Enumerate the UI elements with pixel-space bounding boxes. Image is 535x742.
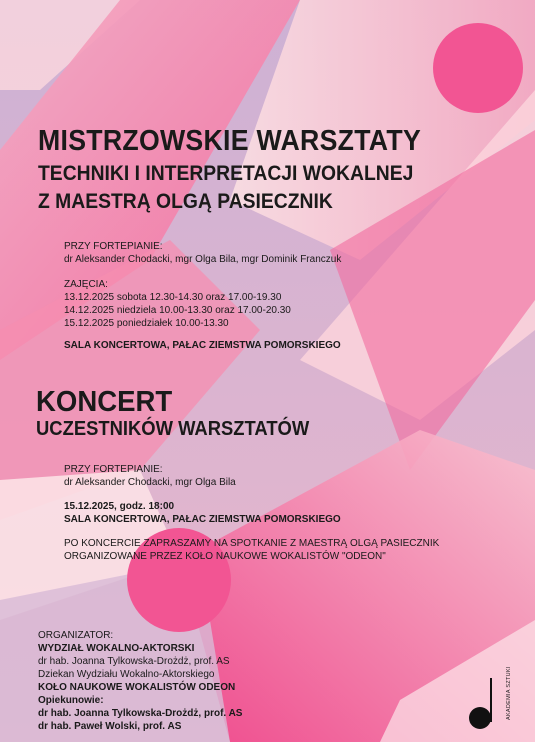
organizer-dean-name: dr hab. Joanna Tylkowska-Drożdż, prof. AS [38,656,230,667]
workshop-class-item: 13.12.2025 sobota 12.30-14.30 oraz 17.00-19.30 [64,292,282,303]
organizer-supervisor-2: dr hab. Paweł Wolski, prof. AS [38,721,182,732]
workshop-venue: SALA KONCERTOWA, PAŁAC ZIEMSTWA POMORSKIEGO [64,340,341,351]
organizer-label: ORGANIZATOR: [38,630,114,641]
organizer-dean-title: Dziekan Wydziału Wokalno-Aktorskiego [38,669,215,680]
organizer-club: KOŁO NAUKOWE WOKALISTÓW ODEON [38,682,236,693]
decor-circle-top [433,23,523,113]
organizer-faculty: WYDZIAŁ WOKALNO-AKTORSKI [38,643,195,654]
organizer-supervisors-label: Opiekunowie: [38,695,104,706]
organizer-supervisor-1: dr hab. Joanna Tylkowska-Drożdż, prof. AS [38,708,243,719]
workshop-piano-label: PRZY FORTEPIANIE: [64,241,163,252]
academy-logo-text: AKADEMIA SZTUKI [506,666,512,720]
concert-title-line1: KONCERT [36,386,173,418]
concert-venue: SALA KONCERTOWA, PAŁAC ZIEMSTWA POMORSKIEGO [64,514,341,525]
workshop-title-line1: MISTRZOWSKIE WARSZTATY [38,125,422,157]
workshop-class-item: 15.12.2025 poniedziałek 10.00-13.30 [64,318,229,329]
workshop-class-item: 14.12.2025 niedziela 10.00-13.30 oraz 17.00-20.30 [64,305,291,316]
workshop-classes-label: ZAJĘCIA: [64,279,108,290]
concert-invite-line2: ORGANIZOWANE PRZEZ KOŁO NAUKOWE WOKALISTÓW "ODEON" [64,551,386,562]
workshop-piano-names: dr Aleksander Chodacki, mgr Olga Bila, mgr Dominik Franczuk [64,254,342,265]
workshop-title-line3: Z MAESTRĄ OLGĄ PASIECZNIK [38,190,333,213]
academy-logo-icon [466,676,496,732]
workshop-title-line2: TECHNIKI I INTERPRETACJI WOKALNEJ [38,162,414,185]
concert-piano-names: dr Aleksander Chodacki, mgr Olga Bila [64,477,236,488]
concert-invite-line1: PO KONCERCIE ZAPRASZAMY NA SPOTKANIE Z MAESTRĄ OLGĄ PASIECZNIK [64,538,440,549]
concert-title-line2: UCZESTNIKÓW WARSZTATÓW [36,418,310,440]
concert-piano-label: PRZY FORTEPIANIE: [64,464,163,475]
concert-datetime: 15.12.2025, godz. 18:00 [64,501,175,512]
